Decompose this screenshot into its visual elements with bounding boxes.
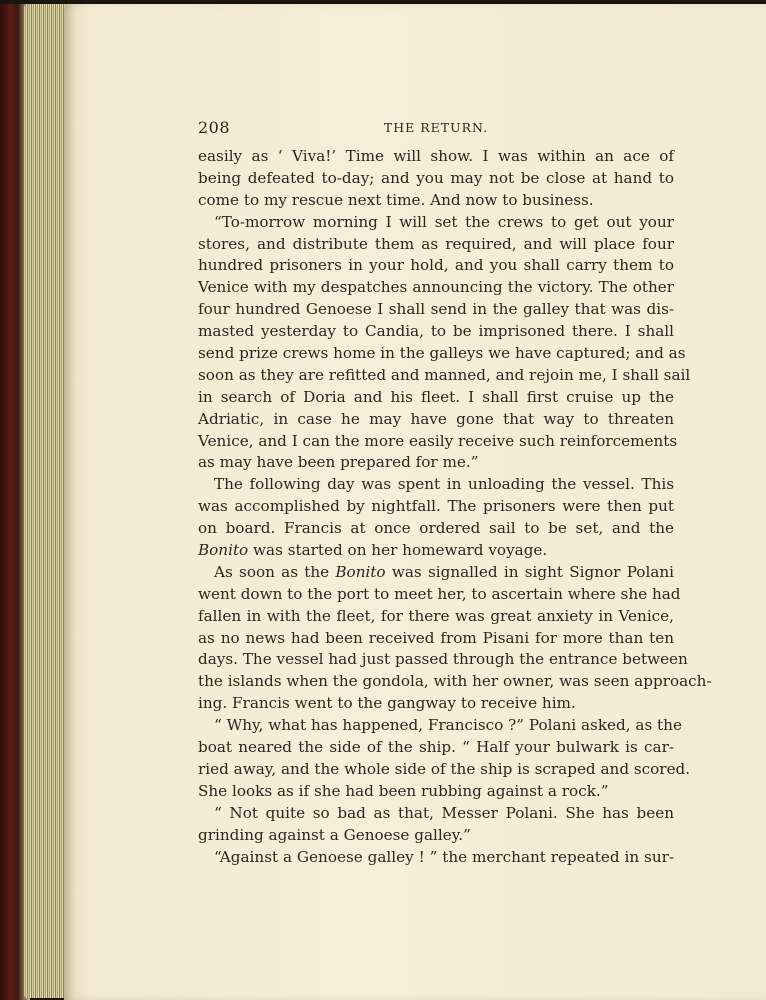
text-line: “ Why, what has happened, Francisco ?” Polani asked, as the — [214, 716, 682, 735]
page-number: 208 — [198, 118, 231, 137]
text-line: boat neared the side of the ship. “ Half your bulwark is car- — [198, 738, 674, 757]
running-title: THE RETURN. — [383, 120, 489, 135]
ship-name: Bonito — [335, 562, 386, 581]
text-line: being defeated to-day; and you may not be close at hand to — [198, 168, 674, 187]
text-line: fallen in with the fleet, for there was great anxiety in Venice, — [198, 606, 674, 625]
page-text-block — [198, 116, 712, 868]
text-line — [198, 540, 674, 562]
text-segment: As soon as the — [214, 562, 336, 581]
text-line: on board. Francis at once ordered sail to be set, and the — [198, 519, 674, 538]
text-segment: was started on her homeward voyage. — [248, 541, 548, 560]
scan-border — [0, 0, 766, 4]
text-line: “To-morrow morning I will set the crews to get out your — [214, 212, 674, 231]
text-line: Venice, and I can the more easily receive such reinforcements — [198, 431, 678, 450]
text-line: days. The vessel had just passed through the entrance between — [198, 650, 688, 669]
running-head — [198, 116, 674, 142]
text-line: easily as ‘ Viva!’ Time will show. I was within an ace of — [198, 147, 674, 165]
text-line: in search of Doria and his fleet. I shall first cruise up the — [198, 387, 674, 406]
body-text — [198, 146, 712, 868]
text-line: as may have been prepared for me.” — [198, 453, 479, 472]
text-line: was accomplished by nightfall. The prisoners were then put — [198, 497, 674, 516]
text-line: soon as they are refitted and manned, and rejoin me, I shall sail — [198, 365, 691, 384]
text-line: Adriatic, in case he may have gone that way to threaten — [198, 409, 674, 428]
text-line: four hundred Genoese I shall send in the galley that was dis- — [198, 300, 674, 319]
text-line: She looks as if she had been rubbing against a rock.” — [198, 781, 609, 800]
text-line: The following day was spent in unloading the vessel. This — [214, 475, 674, 494]
text-line — [198, 562, 674, 584]
text-line: come to my rescue next time. And now to business. — [198, 190, 594, 209]
text-line: the islands when the gondola, with her owner, was seen approach- — [198, 672, 712, 691]
text-line: ing. Francis went to the gangway to receive him. — [198, 694, 576, 713]
text-line: as no news had been received from Pisani for more than ten — [198, 628, 674, 647]
text-line: “ Not quite so bad as that, Messer Polani. She has been — [214, 803, 674, 822]
text-segment: was signalled in sight Signor Polani — [385, 562, 674, 581]
text-line: masted yesterday to Candia, to be imprisoned there. I shall — [198, 322, 674, 341]
text-line: ried away, and the whole side of the ship is scraped and scored. — [198, 759, 691, 778]
text-line: Venice with my despatches announcing the victory. The other — [198, 278, 674, 297]
text-line: hundred prisoners in your hold, and you shall carry them to — [198, 256, 674, 275]
text-line: grinding against a Genoese galley.” — [198, 825, 471, 844]
text-line: stores, and distribute them as required, and will place four — [198, 234, 674, 253]
text-line: “Against a Genoese galley ! ” the merchant repeated in sur- — [214, 847, 674, 866]
text-line: went down to the port to meet her, to ascertain where she had — [198, 584, 681, 603]
ship-name: Bonito — [198, 541, 249, 560]
text-line: send prize crews home in the galleys we have captured; and as — [198, 344, 686, 363]
